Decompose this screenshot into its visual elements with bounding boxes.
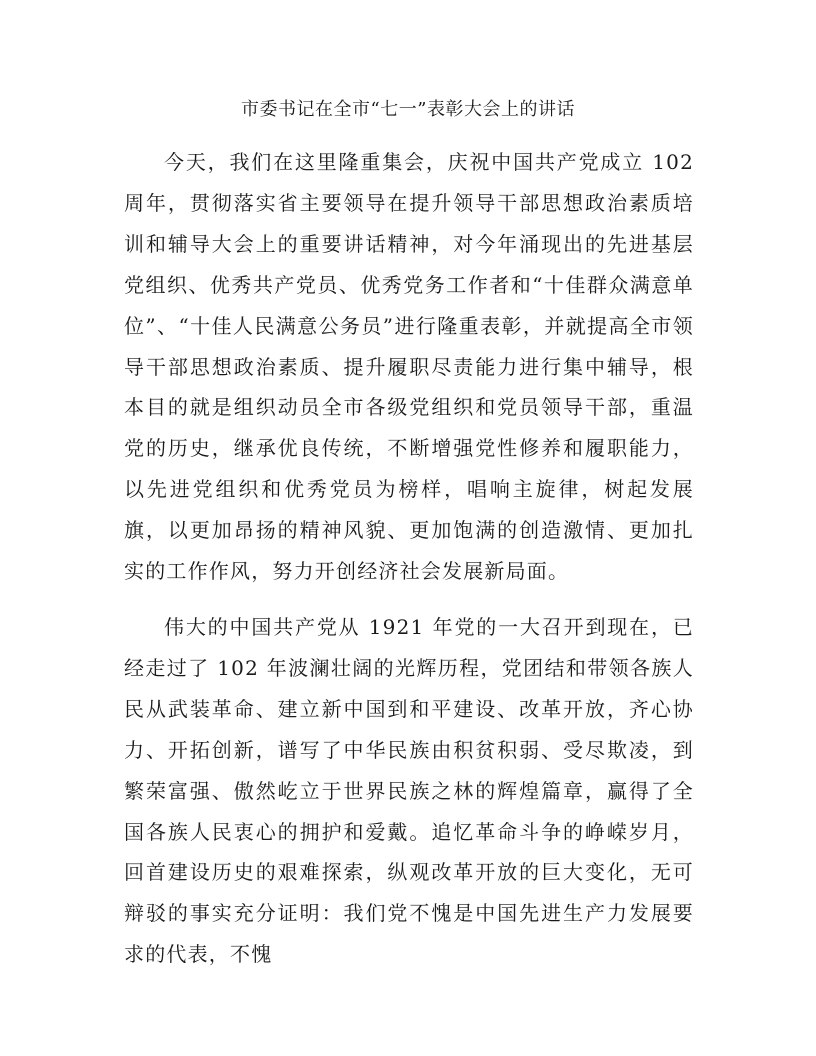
paragraph-2: 伟大的中国共产党从 1921 年党的一大召开到现在，已经走过了 102 年波澜壮阔的光辉历程，党团结和带领各族人民从武装革命、建立新中国到和平建设、改革开放，齐心协力、开拓创新，谱写了中华民族由积贫积弱、受尽欺凌，到繁荣富强、傲然屹立于世界民族之林的辉煌篇章，赢得了全国各族人民衷心的拥护和爱戴。追忆革命斗争的峥嵘岁月，回首建设历史的艰难探索，纵观改革开放的巨大变化，无可辩驳的事实充分证明：我们党不愧是中国先进生产力发展要求的代表，不愧 xyxy=(124,615,694,967)
document-title: 市委书记在全市“七一”表彰大会上的讲话 xyxy=(241,99,575,120)
paragraph-1: 今天，我们在这里隆重集会，庆祝中国共产党成立 102 周年，贯彻落实省主要领导在提升领导干部思想政治素质培训和辅导大会上的重要讲话精神，对今年涌现出的先进基层党组织、优秀共产党员、优秀党务工作者和“十佳群众满意单位”、“十佳人民满意公务员”进行隆重表彰，并就提高全市领导干部思想政治素质、提升履职尽责能力进行集中辅导，根本目的就是组织动员全市各级党组织和党员领导干部，重温党的历史，继承优良传统，不断增强党性修养和履职能力，以先进党组织和优秀党员为榜样，唱响主旋律，树起发展旗，以更加昂扬的精神风貌、更加饱满的创造激情、更加扎实的工作作风，努力开创经济社会发展新局面。 xyxy=(124,150,694,584)
